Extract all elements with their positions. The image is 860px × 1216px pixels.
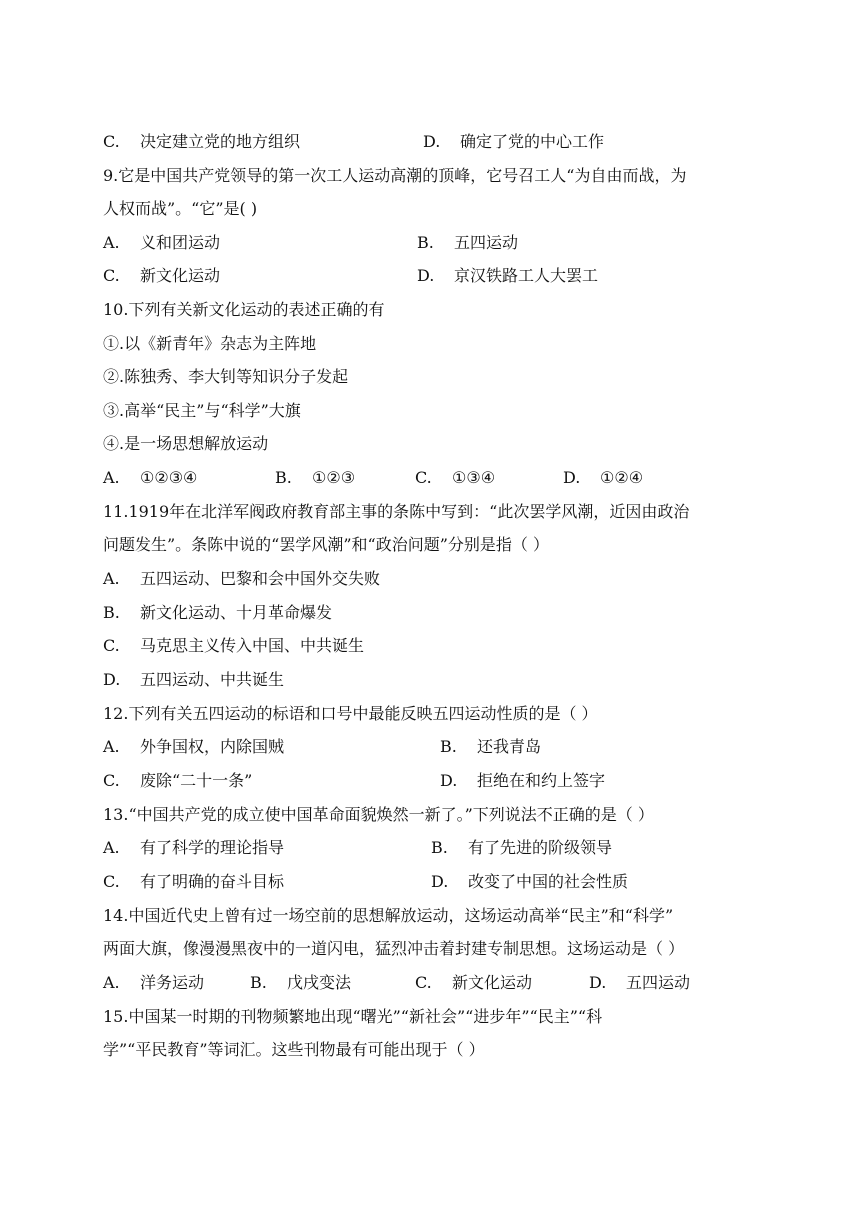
q13-option-c: C. 有了明确的奋斗目标 (103, 872, 285, 891)
q10-item: ③.高举“民主”与“科学”大旗 (103, 401, 301, 420)
q10-option-b: B. ①②③ (275, 468, 356, 487)
q14-stem-line1: 14.中国近代史上曾有过一场空前的思想解放运动，这场运动高举“民主”和“科学” (103, 906, 674, 925)
q12-option-b: B. 还我青岛 (440, 737, 542, 756)
q12-option-d: D. 拒绝在和约上签字 (440, 771, 606, 790)
q10-option-c: C. ①③④ (415, 468, 496, 487)
q15-stem-line1: 15.中国某一时期的刊物频繁地出现“曙光”“新社会”“进步年”“民主”“科 (103, 1007, 603, 1026)
q9-option-b: B. 五四运动 (417, 233, 519, 252)
q13-option-b: B. 有了先进的阶级领导 (431, 838, 613, 857)
q14-option-a: A. 洋务运动 (103, 973, 205, 992)
q11-option-b: B. 新文化运动、十月革命爆发 (103, 603, 333, 622)
q10-item: ④.是一场思想解放运动 (103, 434, 269, 453)
q13-option-a: A. 有了科学的理论指导 (103, 838, 285, 857)
q8-option-c: C. 决定建立党的地方组织 (103, 132, 301, 151)
q10-item: ①.以《新青年》杂志为主阵地 (103, 334, 317, 353)
q10-stem: 10.下列有关新文化运动的表述正确的有 (103, 300, 385, 319)
q11-option-a: A. 五四运动、巴黎和会中国外交失败 (103, 569, 381, 588)
q10-option-d: D. ①②④ (563, 468, 644, 487)
q14-option-b: B. 戊戌变法 (250, 973, 352, 992)
q10-option-a: A. ①②③④ (103, 468, 198, 487)
q15-stem-line2: 学”“平民教育”等词汇。这些刊物最有可能出现于（ ） (103, 1040, 485, 1059)
q11-stem-line1: 11.1919年在北洋军阀政府教育部主事的条陈中写到：“此次罢学风潮，近因由政治 (103, 502, 690, 521)
q9-option-a: A. 义和团运动 (103, 233, 221, 252)
q9-stem-line2: 人权而战”。“它”是( ) (103, 199, 258, 218)
q11-option-c: C. 马克思主义传入中国、中共诞生 (103, 636, 365, 655)
q9-option-d: D. 京汉铁路工人大罢工 (417, 266, 599, 285)
q8-option-d: D. 确定了党的中心工作 (423, 132, 605, 151)
q13-option-d: D. 改变了中国的社会性质 (431, 872, 629, 891)
q12-stem: 12.下列有关五四运动的标语和口号中最能反映五四运动性质的是（ ） (103, 704, 598, 723)
q12-option-a: A. 外争国权，内除国贼 (103, 737, 285, 756)
q10-item: ②.陈独秀、李大钊等知识分子发起 (103, 367, 349, 386)
q14-stem-line2: 两面大旗，像漫漫黑夜中的一道闪电，猛烈冲击着封建专制思想。这场运动是（ ） (103, 939, 685, 958)
q9-option-c: C. 新文化运动 (103, 266, 221, 285)
q12-option-c: C. 废除“二十一条” (103, 771, 253, 790)
q11-stem-line2: 问题发生”。条陈中说的“罢学风潮”和“政治问题”分别是指（ ） (103, 535, 549, 554)
q14-option-c: C. 新文化运动 (415, 973, 533, 992)
q14-option-d: D. 五四运动 (589, 973, 691, 992)
q11-option-d: D. 五四运动、中共诞生 (103, 670, 285, 689)
q13-stem: 13.“中国共产党的成立使中国革命面貌焕然一新了。”下列说法不正确的是（ ） (103, 805, 654, 824)
q9-stem-line1: 9.它是中国共产党领导的第一次工人运动高潮的顶峰，它号召工人“为自由而战，为 (103, 166, 687, 185)
